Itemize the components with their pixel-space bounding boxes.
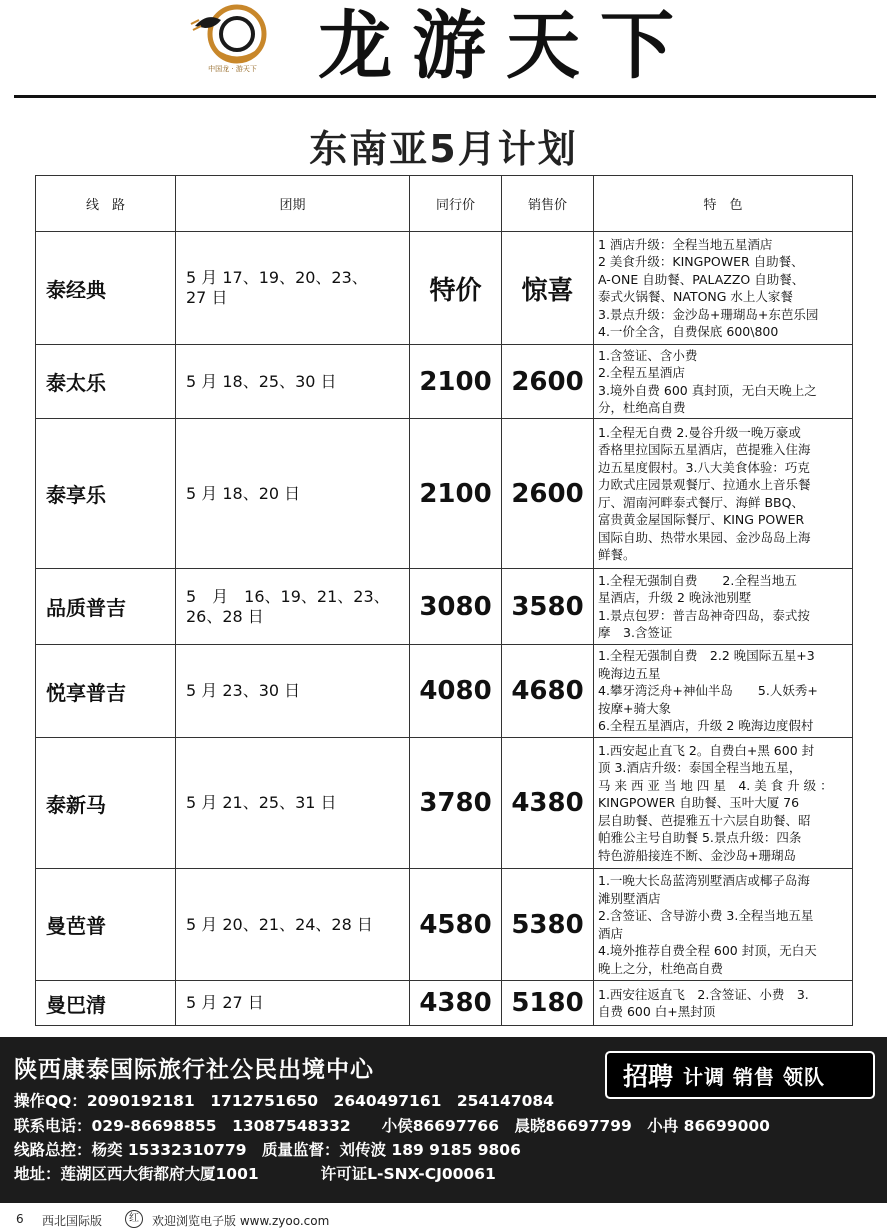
feature-line: 帕雅公主号自助餐 5.景点升级：四条 [598, 830, 802, 846]
sale-price: 4380 [502, 738, 594, 869]
page-number: 6 [16, 1212, 24, 1226]
qq-line: 操作QQ：2090192181 1712751650 2640497161 254147084 [14, 1092, 554, 1110]
col-header-trade-price: 同行价 [410, 176, 502, 232]
feature-line: 厅、湄南河畔泰式餐厅、海鲜 BBQ、 [598, 494, 804, 510]
feature-line: 3.景点升级：金沙岛+珊瑚岛+东芭乐园 [598, 306, 819, 322]
feature-line: 富贵黄金屋国际餐厅、KING POWER [598, 512, 805, 527]
feature-line: 2.全程五星酒店 [598, 365, 685, 380]
feature-line: 自费 600 白+黑封顶 [598, 1004, 716, 1019]
table-row [36, 232, 853, 345]
feature-line: 马 来 西 亚 当 地 四 星 4. 美 食 升 级 ： [598, 777, 833, 793]
feature-line: KINGPOWER 自助餐、玉叶大厦 76 [598, 795, 800, 811]
date-line: 5 月 16、19、21、23、 [186, 586, 390, 606]
feature-line: 晚海边五星 [598, 665, 661, 681]
trade-price: 4380 [410, 981, 502, 1026]
table-row [36, 645, 853, 738]
sale-price: 4680 [502, 645, 594, 738]
feature-line: 摩 3.含签证 [598, 625, 673, 640]
itinerary-table [35, 175, 853, 1026]
feature-line: 晚上之分，杜绝高自费 [598, 960, 724, 976]
date-line: 5 月 20、21、24、28 日 [186, 914, 373, 934]
header-divider [14, 95, 876, 98]
feature-line: 1.一晚大长岛蓝湾别墅酒店或椰子岛海 [598, 873, 810, 888]
tour-dates [176, 419, 410, 569]
feature-line: 1.全程无强制自费 2.全程当地五 [598, 572, 797, 588]
route-name: 悦享普吉 [36, 645, 176, 738]
date-line: 5 月 18、25、30 日 [186, 371, 337, 391]
tour-dates [176, 232, 410, 345]
table-row [36, 738, 853, 869]
page-header [0, 0, 887, 96]
date-line: 5 月 23、30 日 [186, 681, 301, 700]
feature-line: 边五星度假村。3.八大美食体验：巧克 [598, 459, 810, 475]
sale-price: 2600 [502, 419, 594, 569]
sale-price: 3580 [502, 569, 594, 645]
red-stamp-icon: 红 [125, 1210, 143, 1228]
logo-caption: 中国龙 · 游天下 [208, 65, 257, 73]
phone-line: 联系电话：029-86698855 13087548332 小侯86697766 晨晓86697799 小冉 86699000 [14, 1117, 770, 1135]
feature-line: 1.全程无自费 2.曼谷升级一晚万豪或 [598, 424, 801, 440]
features [594, 981, 853, 1026]
control-line: 线路总控：杨奕 15332310779 质量监督：刘传波 189 9185 9806 [14, 1141, 521, 1159]
feature-line: 6.全程五星酒店，升级 2 晚海边度假村 [598, 718, 814, 734]
trade-price: 3080 [410, 569, 502, 645]
col-header-features: 特 色 [594, 176, 853, 232]
sale-price: 2600 [502, 345, 594, 419]
feature-line: 顶 3.酒店升级：泰国全程当地五星， [598, 760, 802, 776]
tour-dates [176, 345, 410, 419]
features [594, 419, 853, 569]
trade-price: 4080 [410, 645, 502, 738]
feature-line: 香格里拉国际五星酒店，芭提雅入住海 [598, 442, 811, 457]
feature-line: 1.西安往返直飞 2.含签证、小费 3. [598, 986, 809, 1002]
sale-price: 5380 [502, 869, 594, 981]
feature-line: 按摩+骑大象 [598, 700, 671, 716]
tour-dates [176, 869, 410, 981]
agency-footer [0, 1037, 887, 1203]
col-header-route: 线 路 [36, 176, 176, 232]
date-line: 5 月 27 日 [186, 993, 264, 1012]
col-header-dates: 团期 [176, 176, 410, 232]
features [594, 345, 853, 419]
date-line: 26、28 日 [186, 606, 264, 626]
page-title: 东南亚5月计划 [309, 127, 578, 171]
date-line: 5 月 21、25、31 日 [186, 793, 337, 812]
trade-price: 2100 [410, 419, 502, 569]
page-footer [0, 1208, 887, 1230]
route-name: 泰新马 [36, 738, 176, 869]
features [594, 232, 853, 345]
features [594, 869, 853, 981]
route-name: 曼芭普 [36, 869, 176, 981]
feature-line: 国际自助、热带水果园、金沙岛岛上海 [598, 529, 811, 545]
feature-line: 1.西安起止直飞 2。自费白+黑 600 封 [598, 742, 815, 758]
table-row [36, 569, 853, 645]
feature-line: 滩别墅酒店 [598, 890, 661, 906]
route-name: 泰经典 [36, 232, 176, 345]
feature-line: 层自助餐、芭提雅五十六层自助餐、昭 [598, 812, 811, 828]
table-row [36, 869, 853, 981]
feature-line: 1.含签证、含小费 [598, 347, 698, 363]
feature-line: 分，杜绝高自费 [598, 400, 686, 415]
brand-title: 龙游天下 [318, 3, 694, 89]
date-line: 27 日 [186, 288, 228, 307]
feature-line: 4.一价全含，自费保底 600\800 [598, 324, 779, 339]
route-name: 泰享乐 [36, 419, 176, 569]
feature-line: 特色游船接连不断、金沙岛+珊瑚岛 [598, 847, 796, 863]
sale-price: 惊喜 [502, 232, 594, 345]
trade-price: 3780 [410, 738, 502, 869]
table-row [36, 981, 853, 1026]
date-line: 5 月 17、19、20、23、 [186, 268, 368, 287]
feature-line: 2 美食升级：KINGPOWER 自助餐、 [598, 254, 804, 269]
feature-line: 4.境外推荐自费全程 600 封顶，无白天 [598, 943, 817, 958]
feature-line: 泰式火锅餐、NATONG 水上人家餐 [598, 289, 793, 304]
feature-line: 1.全程无强制自费 2.2 晚国际五星+3 [598, 648, 815, 664]
feature-line: 鲜餐。 [598, 547, 636, 562]
feature-line: 4.攀牙湾泛舟+神仙半岛 5.人妖秀+ [598, 683, 818, 699]
trade-price: 2100 [410, 345, 502, 419]
feature-line: 星酒店，升级 2 晚泳池别墅 [598, 590, 752, 605]
route-name: 曼巴清 [36, 981, 176, 1026]
recruit-title: 招聘 [623, 1062, 674, 1091]
feature-line: 2.含签证、含导游小费 3.全程当地五星 [598, 908, 814, 923]
feature-line: 1.景点包罗：普吉岛神奇四岛，泰式按 [598, 607, 810, 623]
feature-line: 力欧式庄园景观餐厅、拉通水上音乐餐 [598, 477, 811, 492]
trade-price: 特价 [410, 232, 502, 345]
features [594, 569, 853, 645]
feature-line: 3.境外自费 600 真封顶，无白天晚上之 [598, 382, 817, 398]
address-line: 地址：莲湖区西大街都府大厦1001 许可证L-SNX-CJ00061 [14, 1165, 496, 1183]
feature-line: A-ONE 自助餐、PALAZZO 自助餐、 [598, 271, 805, 287]
route-name: 品质普吉 [36, 569, 176, 645]
features [594, 645, 853, 738]
table-header-row [36, 176, 853, 232]
agency-name: 陕西康泰国际旅行社公民出境中心 [14, 1057, 374, 1083]
tour-dates [176, 738, 410, 869]
table-row [36, 419, 853, 569]
tour-dates [176, 645, 410, 738]
sale-price: 5180 [502, 981, 594, 1026]
trade-price: 4580 [410, 869, 502, 981]
col-header-sale-price: 销售价 [502, 176, 594, 232]
table-row [36, 345, 853, 419]
route-name: 泰太乐 [36, 345, 176, 419]
date-line: 5 月 18、20 日 [186, 483, 301, 503]
recruit-roles: 计调 销售 领队 [683, 1064, 825, 1089]
welcome-text: 欢迎浏览电子版 www.zyoo.com [152, 1214, 330, 1228]
tour-dates [176, 981, 410, 1026]
recruit-banner [605, 1051, 875, 1099]
features [594, 738, 853, 869]
feature-line: 1 酒店升级：全程当地五星酒店 [598, 236, 773, 252]
edition-label: 西北国际版 [42, 1214, 103, 1228]
tour-dates [176, 569, 410, 645]
feature-line: 酒店 [598, 925, 624, 941]
